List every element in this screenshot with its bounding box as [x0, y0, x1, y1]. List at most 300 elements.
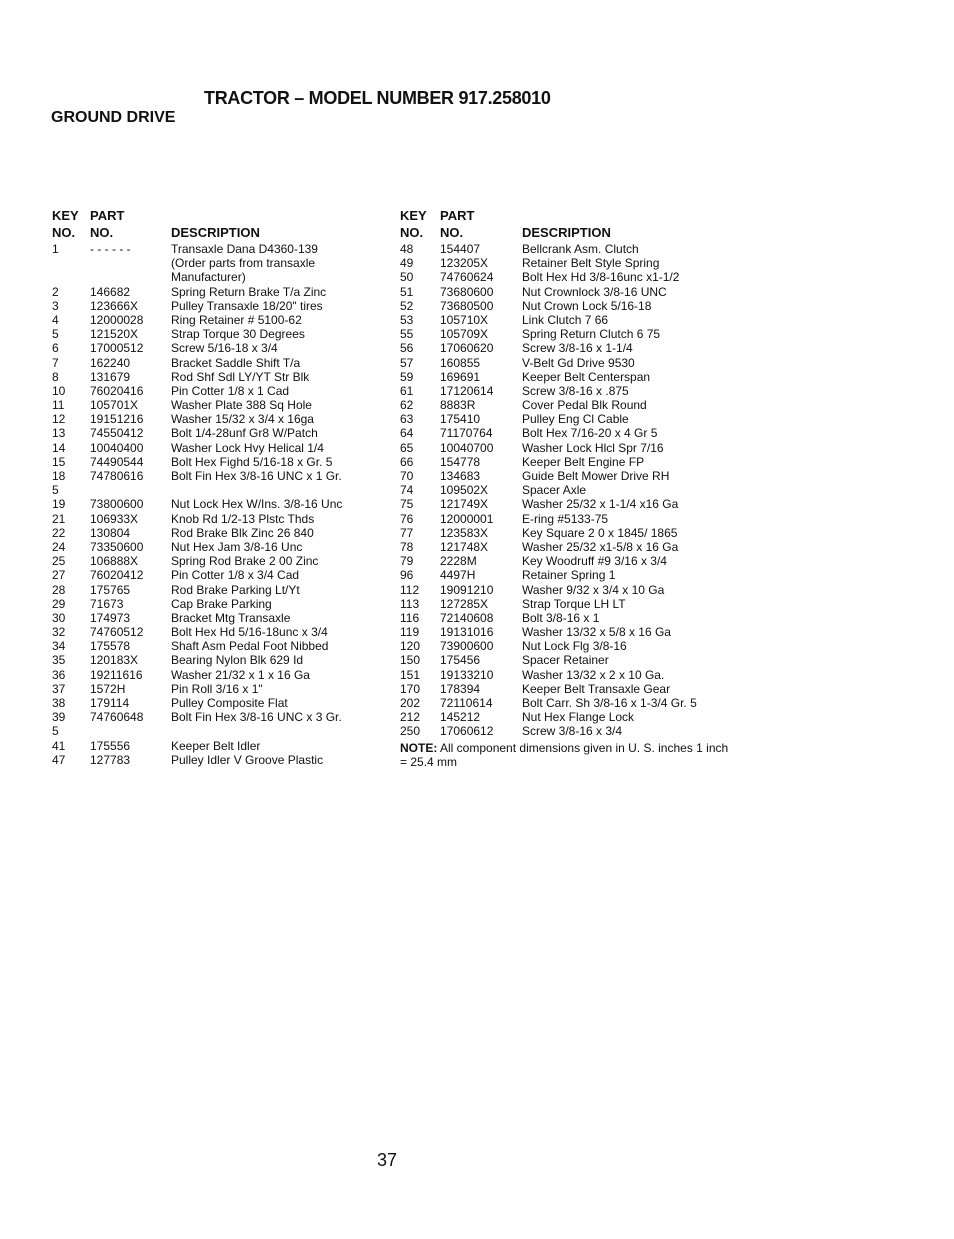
key-number: 1 — [52, 242, 59, 256]
key-number: 27 — [52, 568, 66, 583]
part-number: 74780616 — [90, 469, 144, 483]
part-number: 12000028 — [90, 312, 144, 327]
part-number: 17120614 — [440, 383, 494, 398]
key-number: 78 — [400, 539, 414, 554]
key-number: 47 — [52, 752, 66, 767]
key-number: 55 — [400, 327, 414, 342]
part-description: V-Belt Gd Drive 9530 — [522, 355, 635, 370]
table-row — [50, 256, 380, 270]
part-number: 178394 — [440, 681, 481, 696]
part-description: Key Square 2 0 x 1845/ 1865 — [522, 525, 678, 540]
table-row — [50, 441, 380, 455]
table-row — [50, 341, 380, 355]
part-description: Keeper Belt Idler — [171, 738, 261, 753]
table-row — [50, 526, 380, 540]
part-number: 175765 — [90, 582, 131, 597]
key-number: 66 — [400, 454, 414, 469]
table-row — [400, 568, 740, 582]
part-description: Spacer Retainer — [522, 653, 609, 668]
table-row — [400, 327, 740, 341]
part-number: 19131016 — [440, 625, 494, 640]
part-number: 8883R — [440, 398, 476, 413]
header-description: DESCRIPTION — [171, 225, 260, 240]
key-number: 250 — [400, 724, 421, 739]
header-part-top: PART — [90, 208, 125, 223]
table-row — [50, 299, 380, 313]
table-row — [400, 639, 740, 653]
part-description: Shaft Asm Pedal Foot Nibbed — [171, 639, 329, 654]
key-number: 61 — [400, 383, 414, 398]
part-description: Nut Crownlock 3/8-16 UNC — [522, 284, 667, 299]
table-row — [50, 327, 380, 341]
part-number: 175556 — [90, 738, 131, 753]
part-description: Washer 9/32 x 3/4 x 10 Ga — [522, 582, 665, 597]
part-description: Bolt Hex Hd 5/16-18unc x 3/4 — [171, 625, 328, 640]
table-row — [400, 299, 740, 313]
table-row — [400, 356, 740, 370]
part-number: 19151216 — [90, 412, 144, 427]
part-description: Cap Brake Parking — [171, 596, 272, 611]
part-number: 175456 — [440, 653, 481, 668]
part-description: Spring Return Clutch 6 75 — [522, 327, 661, 342]
part-description: Ring Retainer # 5100-62 — [171, 312, 302, 327]
part-description: Retainer Spring 1 — [522, 568, 616, 583]
table-row — [400, 270, 740, 284]
page-title: TRACTOR – MODEL NUMBER 917.258010 — [204, 88, 551, 108]
key-number: 30 — [52, 610, 66, 625]
part-description: Bellcrank Asm. Clutch — [522, 242, 639, 256]
table-row — [400, 710, 740, 724]
key-number: 76 — [400, 511, 414, 526]
key-number: 48 — [400, 242, 414, 256]
table-row — [50, 242, 380, 256]
table-row — [50, 497, 380, 511]
part-number: 154778 — [440, 454, 481, 469]
table-row — [50, 583, 380, 597]
part-number: 123205X — [440, 256, 489, 271]
part-number: 76020412 — [90, 568, 144, 583]
parts-list-left — [50, 242, 380, 767]
key-number: 7 — [52, 355, 59, 370]
part-description: Strap Torque LH LT — [522, 596, 626, 611]
part-number: 72110614 — [440, 696, 493, 710]
key-number: 35 — [52, 653, 66, 668]
part-number: 71673 — [90, 596, 124, 611]
part-number: 127783 — [90, 752, 131, 767]
header-key-top: KEY — [400, 208, 427, 223]
part-number: 73680500 — [440, 298, 494, 313]
part-number: 105709X — [440, 327, 489, 342]
key-number: 14 — [52, 440, 66, 455]
key-number: 32 — [52, 625, 66, 640]
key-number: 59 — [400, 369, 414, 384]
part-description: Key Woodruff #9 3/16 x 3/4 — [522, 554, 667, 569]
table-row — [400, 554, 740, 568]
part-number: 127285X — [440, 596, 489, 611]
part-description: Bolt Hex Fighd 5/16-18 x Gr. 5 — [171, 454, 333, 469]
table-row — [400, 653, 740, 667]
header-key-bottom: NO. — [52, 225, 76, 240]
part-number: 179114 — [90, 696, 130, 710]
table-row — [400, 341, 740, 355]
key-number: 74 — [400, 483, 414, 498]
table-row — [50, 270, 380, 284]
part-description: Pulley Transaxle 18/20" tires — [171, 298, 323, 313]
table-row — [50, 426, 380, 440]
table-row — [400, 469, 740, 483]
part-description: Washer Plate 388 Sq Hole — [171, 398, 312, 413]
part-description: Nut Lock Hex W/Ins. 3/8-16 Unc — [171, 497, 343, 512]
table-row — [50, 668, 380, 682]
part-number: 105701X — [90, 398, 139, 413]
table-row — [400, 483, 740, 497]
table-row — [400, 256, 740, 270]
header-key-top: KEY — [52, 208, 79, 223]
key-number: 53 — [400, 312, 414, 327]
part-number: 73350600 — [90, 539, 144, 554]
table-row — [50, 512, 380, 526]
part-description: Keeper Belt Centerspan — [522, 369, 651, 384]
key-number: 64 — [400, 426, 414, 441]
part-description: Screw 3/8-16 x 3/4 — [522, 724, 623, 739]
key-number: 51 — [400, 284, 414, 299]
part-description: E-ring #5133-75 — [522, 511, 609, 526]
part-description: Washer 21/32 x 1 x 16 Ga — [171, 667, 310, 682]
key-number: 5 — [52, 327, 59, 342]
part-description: Rod Brake Blk Zinc 26 840 — [171, 525, 314, 540]
table-row — [400, 611, 740, 625]
table-row — [50, 398, 380, 412]
table-row — [400, 384, 740, 398]
key-number: 25 — [52, 554, 66, 569]
part-description: Bolt Fin Hex 3/8-16 UNC x 3 Gr. — [171, 710, 342, 725]
part-description: Screw 5/16-18 x 3/4 — [171, 341, 278, 356]
table-row — [400, 625, 740, 639]
key-number: 63 — [400, 412, 414, 427]
part-number: 174973 — [90, 610, 131, 625]
part-description: Bolt Hex Hd 3/8-16unc x1-1/2 — [522, 270, 680, 285]
table-row — [50, 753, 380, 767]
table-row — [400, 682, 740, 696]
part-number: 17060620 — [440, 341, 494, 356]
dimensions-note — [400, 741, 730, 769]
table-row — [400, 583, 740, 597]
key-number: 15 — [52, 454, 66, 469]
page-number: 37 — [377, 1150, 398, 1170]
key-number: 8 — [52, 369, 59, 384]
part-description: Bolt Hex 7/16-20 x 4 Gr 5 — [522, 426, 658, 441]
table-row — [400, 412, 740, 426]
table-row — [400, 526, 740, 540]
part-number: 10040400 — [90, 440, 144, 455]
key-number: 150 — [400, 653, 421, 668]
part-number: 121520X — [90, 327, 139, 342]
part-description: Knob Rd 1/2-13 Plstc Thds — [171, 511, 315, 526]
key-number: 79 — [400, 554, 414, 569]
key-number: 116 — [400, 610, 420, 625]
part-description: Washer 25/32 x 1-1/4 x16 Ga — [522, 497, 679, 512]
table-row — [50, 653, 380, 667]
table-row — [400, 540, 740, 554]
part-number: 17000512 — [90, 341, 144, 356]
table-row — [400, 441, 740, 455]
part-description: Nut Lock Flg 3/8-16 — [522, 639, 627, 654]
part-description: Nut Hex Flange Lock — [522, 710, 635, 725]
part-number: 169691 — [440, 369, 481, 384]
table-row — [50, 554, 380, 568]
key-number: 5 — [52, 483, 59, 498]
key-number: 50 — [400, 270, 414, 285]
part-description: Pulley Idler V Groove Plastic — [171, 752, 324, 767]
table-header-right — [400, 208, 740, 242]
key-number: 6 — [52, 341, 59, 356]
key-number: 77 — [400, 525, 414, 540]
table-row — [50, 384, 380, 398]
part-description: Spring Rod Brake 2 00 Zinc — [171, 554, 319, 569]
part-number: 123666X — [90, 298, 139, 313]
table-row — [50, 611, 380, 625]
key-number: 39 — [52, 710, 66, 725]
key-number: 12 — [52, 412, 66, 427]
key-number: 38 — [52, 696, 66, 710]
table-row — [400, 512, 740, 526]
key-number: 10 — [52, 383, 66, 398]
part-description: Transaxle Dana D4360-139 — [171, 242, 318, 256]
part-number: 120183X — [90, 653, 139, 668]
table-row — [50, 625, 380, 639]
table-row — [400, 242, 740, 256]
header-part-top: PART — [440, 208, 475, 223]
part-description: Bolt 3/8-16 x 1 — [522, 610, 600, 625]
part-number: 175578 — [90, 639, 131, 654]
part-description: Bracket Mtg Transaxle — [171, 610, 291, 625]
key-number: 112 — [400, 582, 420, 597]
part-number: 74760624 — [440, 270, 494, 285]
part-number: 146682 — [90, 284, 131, 299]
header-part-bottom: NO. — [90, 225, 114, 240]
table-row — [400, 724, 740, 738]
part-description: Bracket Saddle Shift T/a — [171, 355, 301, 370]
part-description: Cover Pedal Blk Round — [522, 398, 647, 413]
part-description: Pin Cotter 1/8 x 3/4 Cad — [171, 568, 300, 583]
part-description: Manufacturer) — [171, 270, 246, 285]
table-row — [50, 483, 380, 497]
part-description: Nut Hex Jam 3/8-16 Unc — [171, 539, 303, 554]
part-number: 19211616 — [90, 667, 143, 682]
part-number: 131679 — [90, 369, 131, 384]
part-number: - - - - - - — [90, 242, 131, 256]
part-number: 145212 — [440, 710, 481, 725]
key-number: 37 — [52, 681, 66, 696]
table-row — [50, 313, 380, 327]
part-description: (Order parts from transaxle — [171, 256, 316, 271]
key-number: 24 — [52, 539, 66, 554]
parts-table-right — [400, 208, 740, 769]
part-number: 73800600 — [90, 497, 144, 512]
part-description: Pin Roll 3/16 x 1" — [171, 681, 263, 696]
note-label: NOTE: — [400, 740, 438, 755]
part-number: 123583X — [440, 525, 489, 540]
key-number: 19 — [52, 497, 66, 512]
part-number: 10040700 — [440, 440, 494, 455]
header-description: DESCRIPTION — [522, 225, 611, 240]
key-number: 57 — [400, 355, 414, 370]
part-number: 162240 — [90, 355, 131, 370]
key-number: 119 — [400, 625, 420, 640]
table-row — [50, 455, 380, 469]
part-description: Washer Lock Hlcl Spr 7/16 — [522, 440, 664, 455]
key-number: 28 — [52, 582, 66, 597]
part-description: Bolt 1/4-28unf Gr8 W/Patch — [171, 426, 318, 441]
part-number: 105710X — [440, 312, 489, 327]
header-part-bottom: NO. — [440, 225, 464, 240]
key-number: 13 — [52, 426, 66, 441]
part-number: 130804 — [90, 525, 131, 540]
key-number: 41 — [52, 738, 66, 753]
part-description: Bearing Nylon Blk 629 Id — [171, 653, 304, 668]
table-row — [400, 597, 740, 611]
key-number: 36 — [52, 667, 66, 682]
part-description: Pulley Eng Cl Cable — [522, 412, 629, 427]
key-number: 11 — [52, 398, 65, 413]
part-number: 74490544 — [90, 454, 144, 469]
part-number: 121748X — [440, 539, 489, 554]
table-row — [50, 739, 380, 753]
table-row — [400, 398, 740, 412]
part-number: 74760648 — [90, 710, 144, 725]
part-description: Spacer Axle — [522, 483, 587, 498]
part-description: Screw 3/8-16 x 1-1/4 — [522, 341, 633, 356]
part-description: Spring Return Brake T/a Zinc — [171, 284, 327, 299]
table-row — [400, 426, 740, 440]
table-row — [400, 696, 740, 710]
key-number: 62 — [400, 398, 414, 413]
table-row — [400, 497, 740, 511]
part-number: 2228M — [440, 554, 477, 569]
part-description: Screw 3/8-16 x .875 — [522, 383, 629, 398]
part-description: Strap Torque 30 Degrees — [171, 327, 305, 342]
part-number: 19091210 — [440, 582, 494, 597]
key-number: 49 — [400, 256, 414, 271]
part-number: 134683 — [440, 469, 481, 483]
key-number: 52 — [400, 298, 414, 313]
part-description: Bolt Fin Hex 3/8-16 UNC x 1 Gr. — [171, 469, 342, 483]
table-row — [400, 285, 740, 299]
key-number: 202 — [400, 696, 421, 710]
key-number: 29 — [52, 596, 66, 611]
part-number: 73900600 — [440, 639, 494, 654]
part-number: 17060612 — [440, 724, 494, 739]
header-key-bottom: NO. — [400, 225, 424, 240]
key-number: 212 — [400, 710, 421, 725]
key-number: 113 — [400, 596, 420, 611]
part-number: 175410 — [440, 412, 481, 427]
part-number: 106888X — [90, 554, 139, 569]
key-number: 70 — [400, 469, 414, 483]
part-number: 73680600 — [440, 284, 494, 299]
part-number: 160855 — [440, 355, 481, 370]
part-description: Link Clutch 7 66 — [522, 312, 609, 327]
part-number: 71170764 — [440, 426, 493, 441]
table-row — [50, 285, 380, 299]
part-number: 76020416 — [90, 383, 144, 398]
key-number: 65 — [400, 440, 414, 455]
table-row — [50, 597, 380, 611]
key-number: 151 — [400, 667, 421, 682]
key-number: 56 — [400, 341, 414, 356]
part-number: 12000001 — [440, 511, 494, 526]
section-title: GROUND DRIVE — [51, 109, 176, 126]
part-description: Bolt Carr. Sh 3/8-16 x 1-3/4 Gr. 5 — [522, 696, 697, 710]
table-row — [50, 370, 380, 384]
part-description: Washer Lock Hvy Helical 1/4 — [171, 440, 324, 455]
part-number: 154407 — [440, 242, 481, 256]
key-number: 18 — [52, 469, 66, 483]
key-number: 22 — [52, 525, 66, 540]
key-number: 21 — [52, 511, 66, 526]
part-description: Rod Shf Sdl LY/YT Str Blk — [171, 369, 310, 384]
part-number: 106933X — [90, 511, 139, 526]
table-row — [400, 370, 740, 384]
table-row — [50, 682, 380, 696]
part-number: 4497H — [440, 568, 476, 583]
part-description: Retainer Belt Style Spring — [522, 256, 660, 271]
key-number: 5 — [52, 724, 59, 739]
part-description: Washer 13/32 x 2 x 10 Ga. — [522, 667, 665, 682]
table-header-left — [50, 208, 380, 242]
part-number: 1572H — [90, 681, 126, 696]
note-text: All component dimensions given in U. S. inches 1 inch = 25.4 mm — [400, 740, 729, 769]
part-description: Washer 15/32 x 3/4 x 16ga — [171, 412, 314, 427]
table-row — [400, 455, 740, 469]
table-row — [50, 639, 380, 653]
key-number: 2 — [52, 284, 59, 299]
table-row — [50, 710, 380, 724]
part-description: Pin Cotter 1/8 x 1 Cad — [171, 383, 290, 398]
parts-list-right — [400, 242, 740, 739]
part-description: Washer 13/32 x 5/8 x 16 Ga — [522, 625, 671, 640]
table-row — [50, 724, 380, 738]
table-row — [50, 469, 380, 483]
key-number: 96 — [400, 568, 414, 583]
part-description: Pulley Composite Flat — [171, 696, 288, 710]
part-description: Nut Crown Lock 5/16-18 — [522, 298, 652, 313]
table-row — [400, 668, 740, 682]
key-number: 75 — [400, 497, 414, 512]
table-row — [50, 356, 380, 370]
table-row — [50, 696, 380, 710]
table-row — [50, 568, 380, 582]
key-number: 170 — [400, 681, 421, 696]
part-number: 19133210 — [440, 667, 494, 682]
part-number: 74550412 — [90, 426, 144, 441]
key-number: 3 — [52, 298, 59, 313]
part-description: Keeper Belt Transaxle Gear — [522, 681, 671, 696]
part-description: Rod Brake Parking Lt/Yt — [171, 582, 300, 597]
part-description: Washer 25/32 x1-5/8 x 16 Ga — [522, 539, 679, 554]
part-number: 121749X — [440, 497, 489, 512]
key-number: 34 — [52, 639, 66, 654]
table-row — [50, 412, 380, 426]
key-number: 4 — [52, 312, 59, 327]
key-number: 120 — [400, 639, 421, 654]
parts-table-left — [50, 208, 380, 767]
part-number: 72140608 — [440, 610, 494, 625]
table-row — [50, 540, 380, 554]
part-description: Keeper Belt Engine FP — [522, 454, 645, 469]
part-description: Guide Belt Mower Drive RH — [522, 469, 670, 483]
table-row — [400, 313, 740, 327]
